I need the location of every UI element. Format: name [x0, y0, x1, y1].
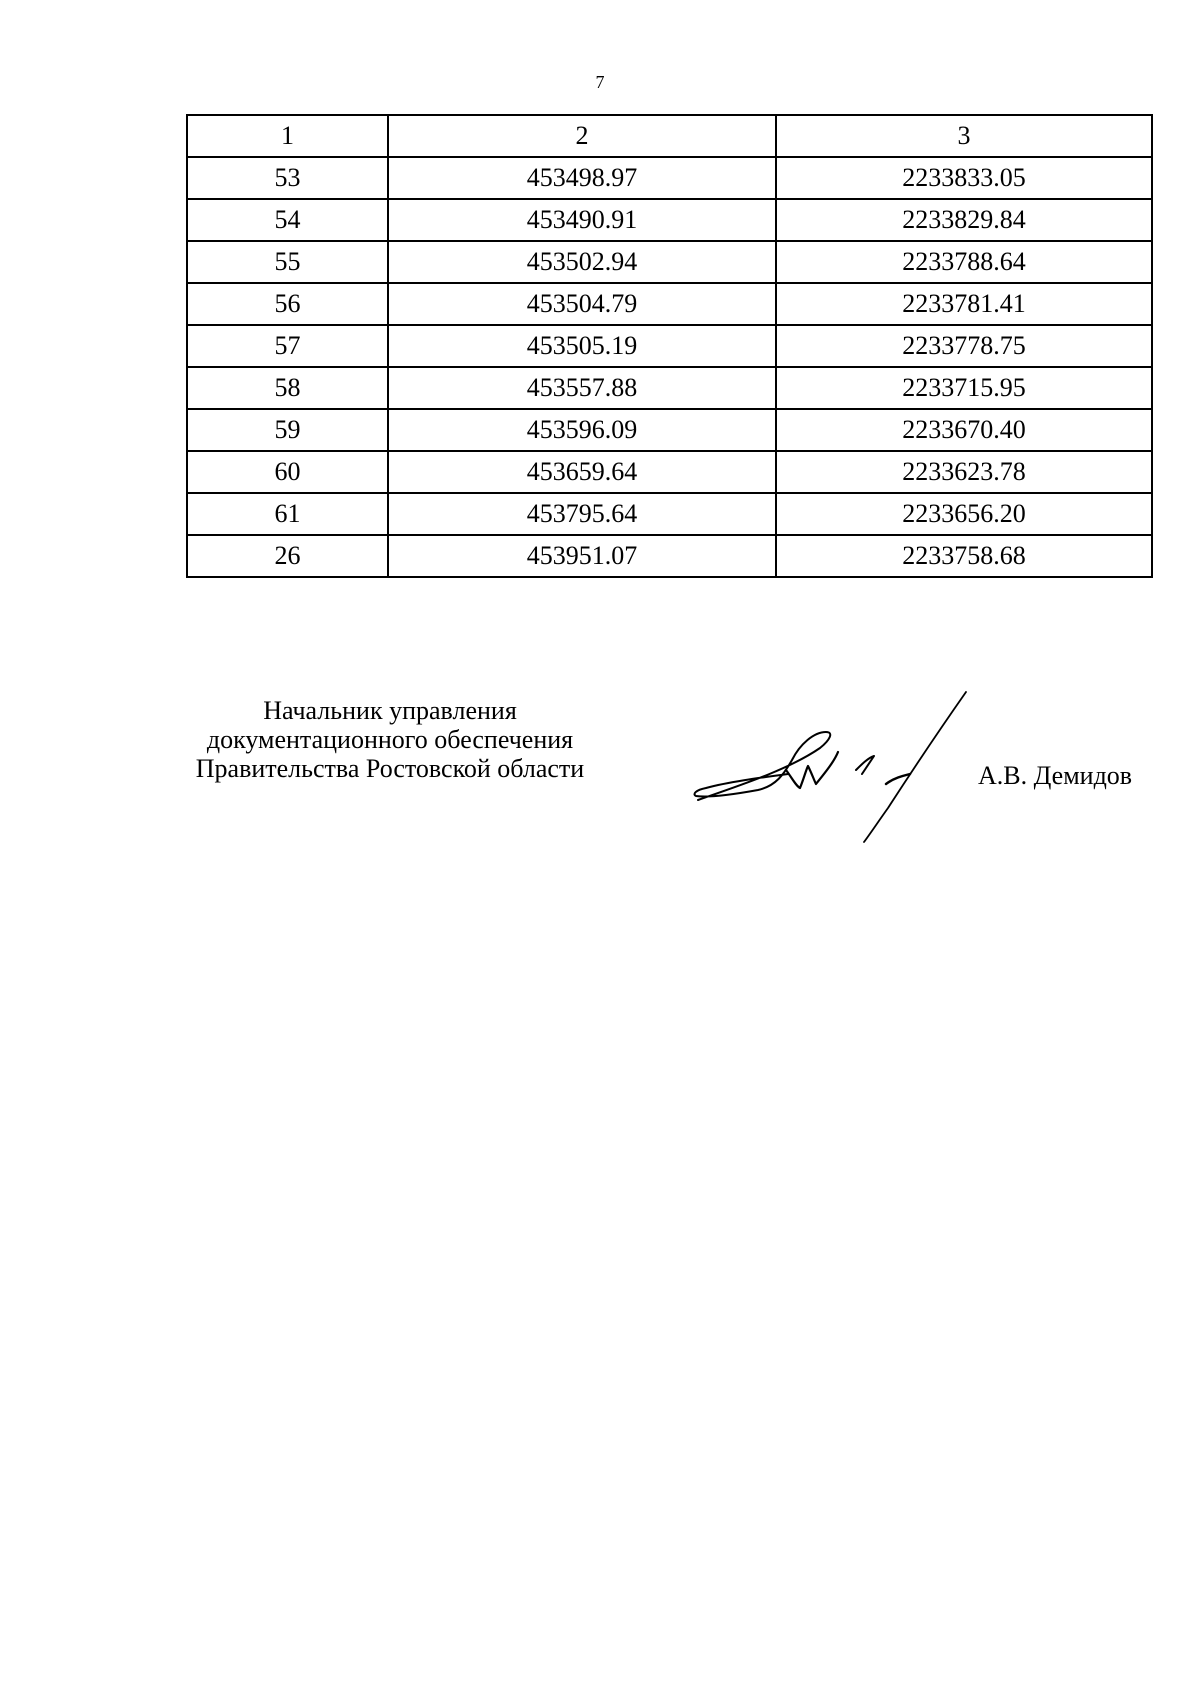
y-coordinate-cell: 2233833.05: [776, 157, 1152, 199]
position-line: Начальник управления: [263, 696, 517, 725]
y-coordinate-cell: 2233788.64: [776, 241, 1152, 283]
table-header-row: [187, 115, 1152, 157]
y-coordinate-cell: 2233781.41: [776, 283, 1152, 325]
point-number-cell: 61: [187, 493, 388, 535]
y-coordinate-cell: 2233715.95: [776, 367, 1152, 409]
x-coordinate-cell: 453490.91: [388, 199, 776, 241]
x-coordinate-cell: 453951.07: [388, 535, 776, 577]
table-row: [187, 451, 1152, 493]
position-line: документационного обеспечения: [206, 725, 574, 754]
x-coordinate-cell: 453505.19: [388, 325, 776, 367]
table-row: [187, 157, 1152, 199]
table-row: [187, 199, 1152, 241]
y-coordinate-cell: 2233670.40: [776, 409, 1152, 451]
signer-name: А.В. Демидов: [978, 761, 1133, 790]
table-row: [187, 283, 1152, 325]
x-coordinate-cell: 453498.97: [388, 157, 776, 199]
position-line: Правительства Ростовской области: [195, 754, 585, 783]
table-row: [187, 367, 1152, 409]
y-coordinate-cell: 2233758.68: [776, 535, 1152, 577]
coordinates-table: [186, 114, 1153, 578]
point-number-cell: 56: [187, 283, 388, 325]
header-cell-col3: 3: [776, 115, 1152, 157]
y-coordinate-cell: 2233778.75: [776, 325, 1152, 367]
point-number-cell: 58: [187, 367, 388, 409]
point-number-cell: 57: [187, 325, 388, 367]
y-coordinate-cell: 2233623.78: [776, 451, 1152, 493]
table-row: [187, 535, 1152, 577]
point-number-cell: 59: [187, 409, 388, 451]
x-coordinate-cell: 453659.64: [388, 451, 776, 493]
y-coordinate-cell: 2233656.20: [776, 493, 1152, 535]
x-coordinate-cell: 453502.94: [388, 241, 776, 283]
handwritten-signature: [688, 682, 988, 852]
table-row: [187, 241, 1152, 283]
header-cell-col1: 1: [187, 115, 388, 157]
x-coordinate-cell: 453504.79: [388, 283, 776, 325]
x-coordinate-cell: 453596.09: [388, 409, 776, 451]
x-coordinate-cell: 453557.88: [388, 367, 776, 409]
point-number-cell: 55: [187, 241, 388, 283]
y-coordinate-cell: 2233829.84: [776, 199, 1152, 241]
x-coordinate-cell: 453795.64: [388, 493, 776, 535]
page-number: 7: [595, 72, 605, 92]
point-number-cell: 60: [187, 451, 388, 493]
table-row: [187, 493, 1152, 535]
header-cell-col2: 2: [388, 115, 776, 157]
signatory-position: [160, 696, 620, 783]
table-row: [187, 325, 1152, 367]
point-number-cell: 54: [187, 199, 388, 241]
point-number-cell: 53: [187, 157, 388, 199]
table-row: [187, 409, 1152, 451]
point-number-cell: 26: [187, 535, 388, 577]
